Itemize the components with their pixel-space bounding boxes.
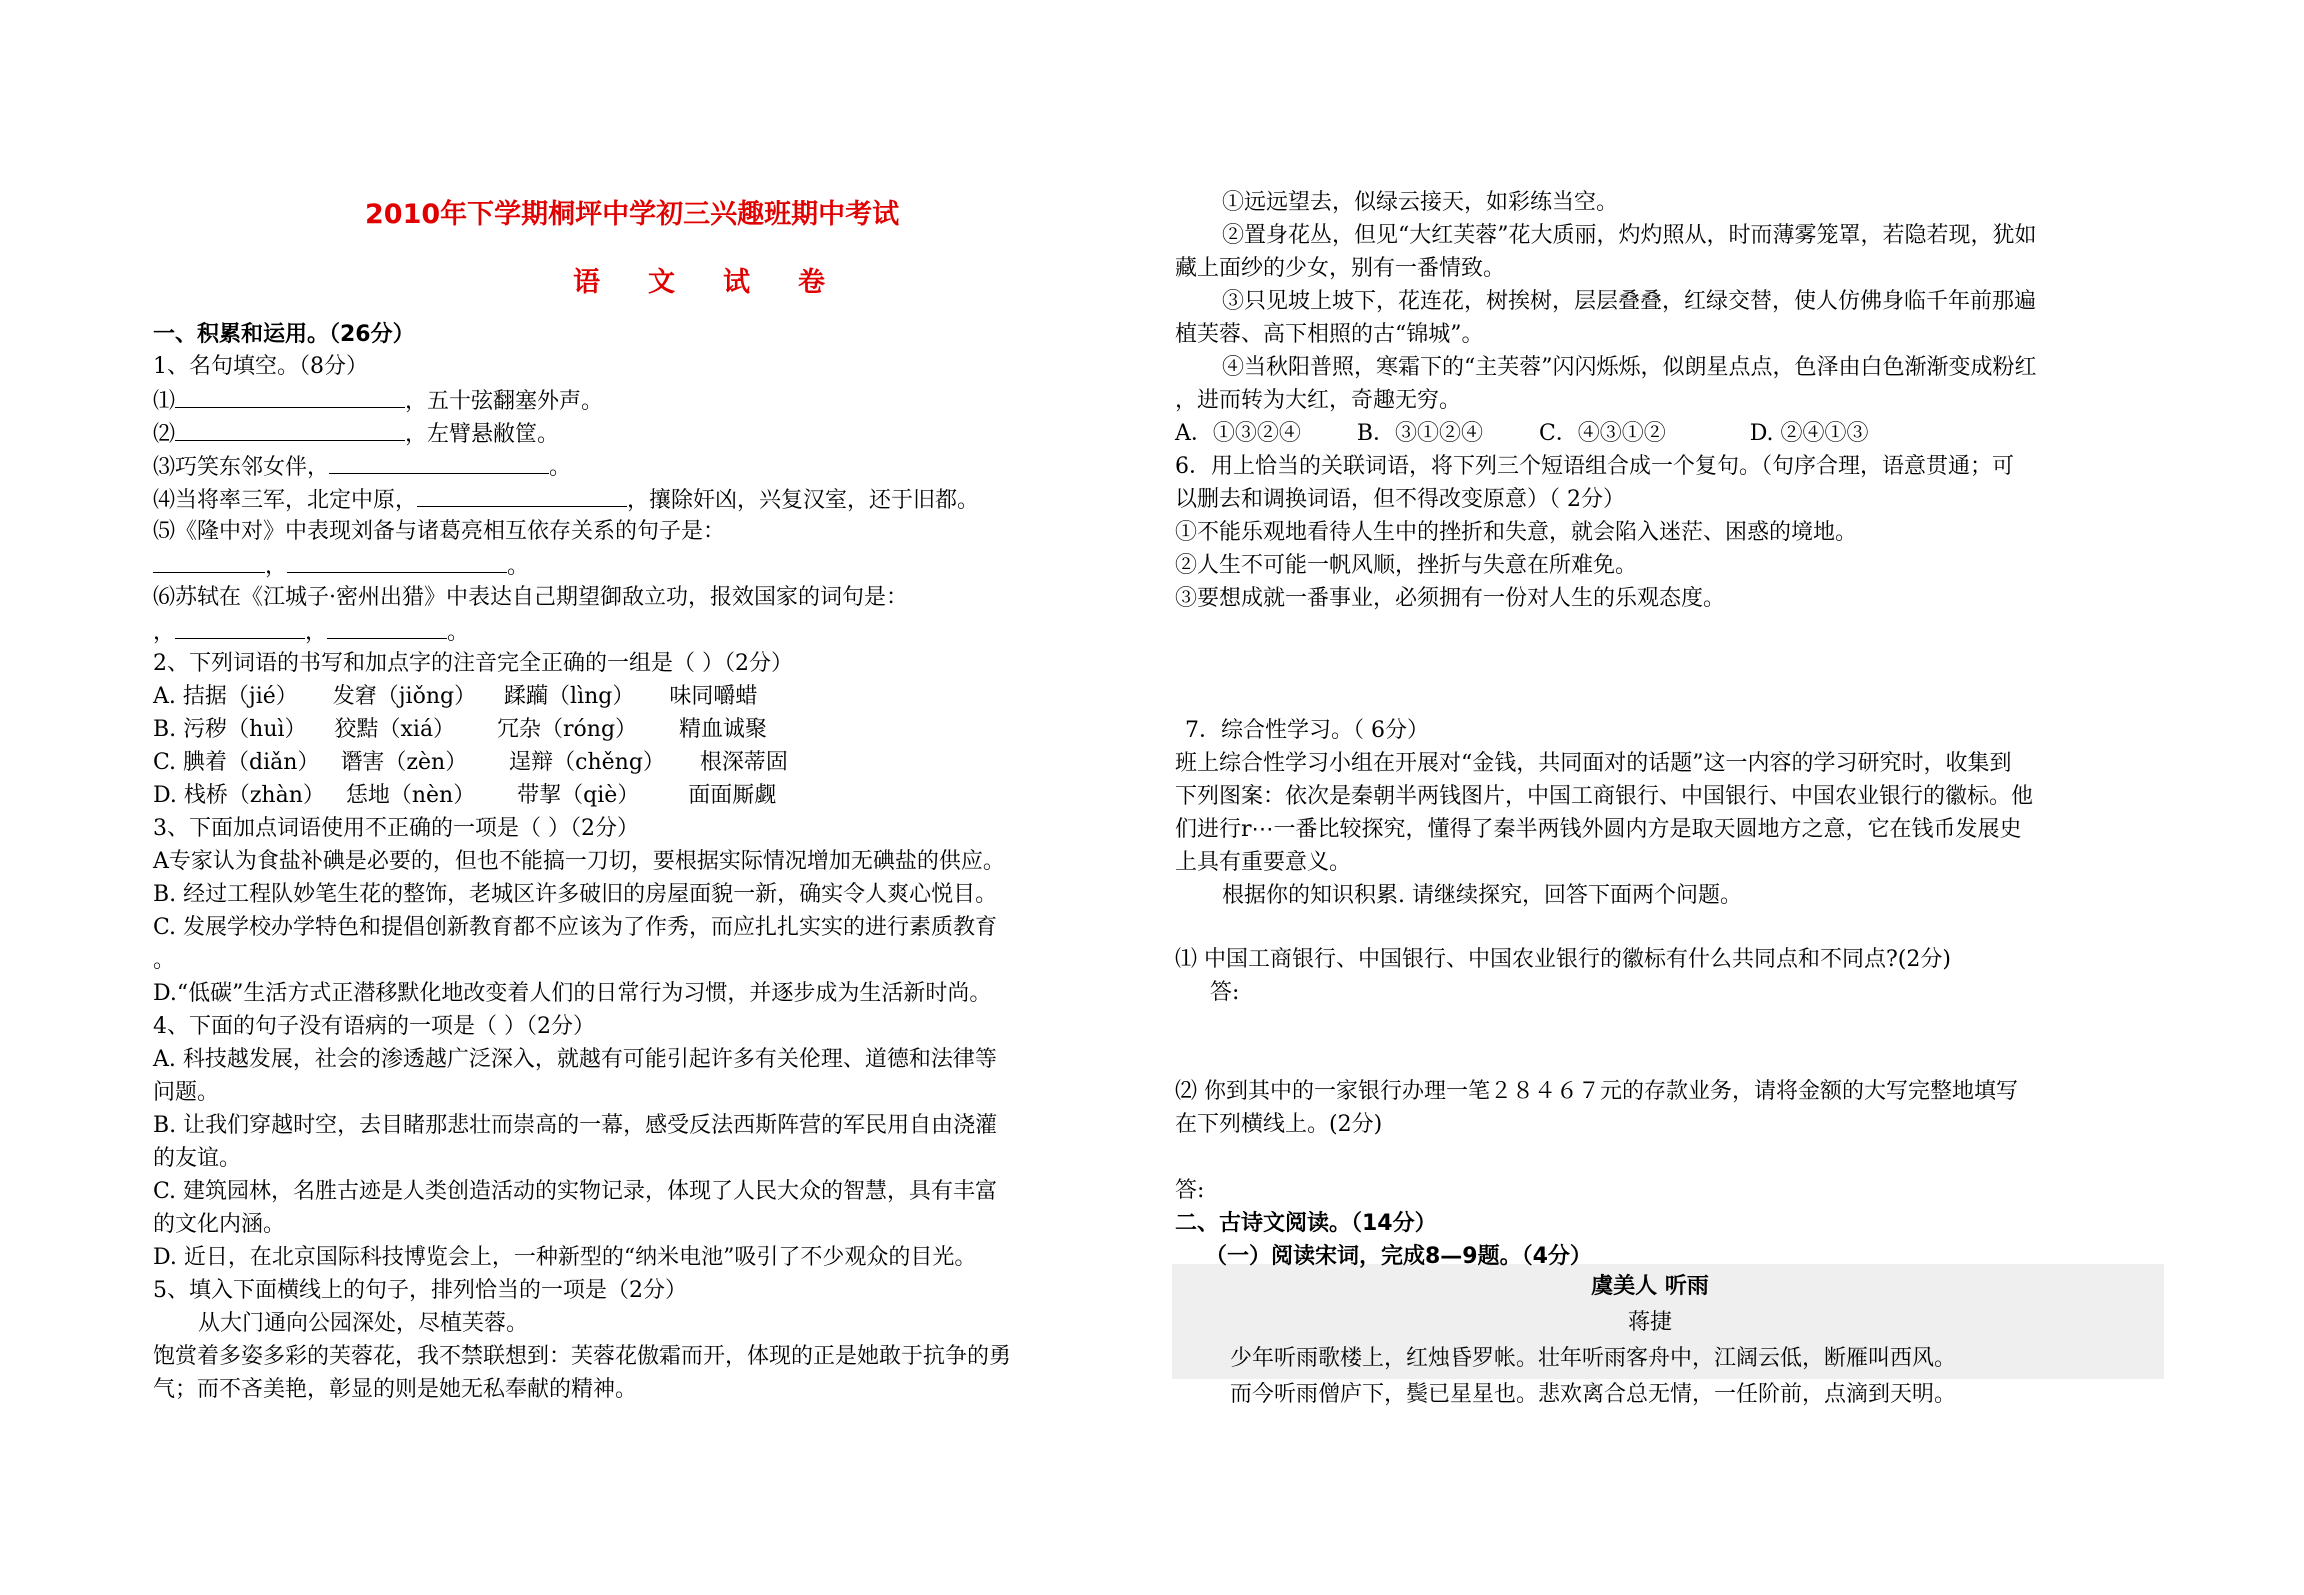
answer-blank[interactable]	[287, 550, 507, 573]
q2-option-c: C. 腆着（diǎn） 谮害（zèn） 逞辩（chěng） 根深蒂固	[153, 750, 788, 775]
q1-line-2	[153, 418, 559, 450]
q4-option-d: D. 近日，在北京国际科技博览会上，一种新型的“纳米电池”吸引了不少观众的目光。	[153, 1245, 977, 1270]
q2-option-b: B. 污秽（huì） 狡黠（xiá） 冗杂（róng） 精血诚聚	[153, 717, 767, 742]
q4-option-b: B. 让我们穿越时空，去目睹那悲壮而崇高的一幕，感受反法西斯阵营的军民用自由浇灌	[153, 1113, 998, 1138]
q4-option-b-cont: 的友谊。	[153, 1146, 242, 1171]
q1-l6b-end: 。	[447, 620, 470, 645]
q7-passage-3: 们进行r⋯一番比较探究，懂得了秦半两钱外圆内方是取天圆地方之意，它在钱币发展史	[1175, 817, 2022, 842]
q5-option-4: ④当秋阳普照，寒霜下的“主芙蓉”闪闪烁烁，似朗星点点，色泽由白色渐渐变成粉红	[1222, 355, 2037, 380]
q5-choices: A．①③②④ B．③①②④ C．④③①② D. ②④①③	[1175, 421, 1869, 446]
answer-blank[interactable]	[153, 550, 265, 573]
q1-l2-num: ⑵	[153, 422, 176, 447]
q1-l3-tail: 。	[549, 455, 572, 480]
q1-line-3	[153, 451, 571, 483]
q3-option-c-cont: 。	[153, 948, 176, 973]
page-title: 2010年下学期桐坪中学初三兴趣班期中考试	[365, 199, 900, 230]
q7-passage-2: 下列图案：依次是秦朝半两钱图片，中国工商银行、中国银行、中国农业银行的徽标。他	[1175, 784, 2034, 809]
section-heading-2: 二、古诗文阅读。（14分）	[1175, 1211, 1437, 1236]
page-subtitle: 语文试卷	[573, 267, 873, 298]
q1-l5b-end: 。	[507, 554, 530, 579]
q3-option-d: D.“低碳”生活方式正潜移默化地改变着人们的日常行为习惯，并逐步成为生活新时尚。	[153, 981, 992, 1006]
q6-stem-cont: 以删去和调换词语，但不得改变原意）（ 2分）	[1175, 487, 1625, 512]
q1-l1-num: ⑴	[153, 389, 176, 414]
q1-l4-head: ⑷当将率三军，北定中原，	[153, 488, 418, 513]
answer-blank[interactable]	[327, 616, 447, 639]
answer-blank[interactable]	[417, 484, 627, 507]
q2-option-a: A. 拮据（jié） 发窘（jiǒng） 蹂躏（lìng） 味同嚼蜡	[153, 684, 758, 709]
q7-passage-4: 上具有重要意义。	[1175, 850, 1352, 875]
q1-line-5: ⑸《隆中对》中表现刘备与诸葛亮相互依存关系的句子是：	[153, 519, 726, 544]
q5-option-1: ①远远望去，似绿云接天，如彩练当空。	[1222, 190, 1619, 215]
q1-l6b-sep: ，	[305, 620, 328, 645]
q1-line-1	[153, 385, 603, 417]
answer-blank[interactable]	[175, 418, 405, 441]
q4-option-c: C. 建筑园林，名胜古迹是人类创造活动的实物记录，体现了人民大众的智慧，具有丰富	[153, 1179, 998, 1204]
q7-sub-2: ⑵ 你到其中的一家银行办理一笔２８４６７元的存款业务，请将金额的大写完整地填写	[1175, 1079, 2018, 1104]
q6-item-2: ②人生不可能一帆风顺，挫折与失意在所难免。	[1175, 553, 1638, 578]
q7-sub-2-cont: 在下列横线上。(2分)	[1175, 1112, 1383, 1137]
q1-line-4	[153, 484, 979, 516]
q6-stem: 6．用上恰当的关联词语，将下列三个短语组合成一个复句。（句序合理，语意贯通；可	[1175, 454, 2014, 479]
poem-title: 虞美人 听雨	[1591, 1274, 1709, 1299]
q1-l1-tail: ，五十弦翻塞外声。	[405, 389, 604, 414]
q2-option-d: D. 栈桥（zhàn） 恁地（nèn） 带挈（qiè） 面面厮觑	[153, 783, 777, 808]
q1-l2-tail: ，左臂悬敝筐。	[405, 422, 560, 447]
q5-option-3-cont: 植芙蓉、高下相照的古“锦城”。	[1175, 322, 1484, 347]
q6-item-1: ①不能乐观地看待人生中的挫折和失意，就会陷入迷茫、困惑的境地。	[1175, 520, 1858, 545]
q5-option-4-cont: ，进而转为大红，奇趣无穷。	[1175, 388, 1462, 413]
q1-line-6b	[153, 616, 469, 648]
section-heading-1: 一、积累和运用。（26分）	[153, 322, 415, 347]
q2-stem: 2、下列词语的书写和加点字的注音完全正确的一组是（ ）（2分）	[153, 651, 793, 676]
q6-item-3: ③要想成就一番事业，必须拥有一份对人生的乐观态度。	[1175, 586, 1726, 611]
q4-option-c-cont: 的文化内涵。	[153, 1212, 286, 1237]
q1-l5b-sep: ，	[265, 554, 288, 579]
q3-option-c: C. 发展学校办学特色和提倡创新教育都不应该为了作秀，而应扎扎实实的进行素质教育	[153, 915, 998, 940]
q3-option-a: A专家认为食盐补碘是必要的，但也不能搞一刀切，要根据实际情况增加无碘盐的供应。	[153, 849, 1005, 874]
q5-option-2: ②置身花丛，但见“大红芙蓉”花大质丽，灼灼照从，时而薄雾笼罩，若隐若现，犹如	[1222, 223, 2037, 248]
q5-option-3: ③只见坡上坡下，花连花，树挨树，层层叠叠，红绿交替，使人仿佛身临千年前那遍	[1222, 289, 2037, 314]
q7-sub-1: ⑴ 中国工商银行、中国银行、中国农业银行的徽标有什么共同点和不同点?(2分)	[1175, 947, 1951, 972]
q4-stem: 4、下面的句子没有语病的一项是（ ）（2分）	[153, 1014, 595, 1039]
q7-passage-1: 班上综合性学习小组在开展对“金钱，共同面对的话题”这一内容的学习研究时，收集到	[1175, 751, 2012, 776]
q4-option-a: A. 科技越发展，社会的渗透越广泛深入，就越有可能引起许多有关伦理、道德和法律等	[153, 1047, 997, 1072]
q5-passage-1: 从大门通向公园深处，尽植芙蓉。	[198, 1311, 529, 1336]
q7-sub-1-answer[interactable]: 答:	[1210, 980, 1240, 1005]
q5-passage-3: 气；而不吝美艳，彰显的则是她无私奉献的精神。	[153, 1377, 638, 1402]
poem-line-1: 少年听雨歌楼上，红烛昏罗帐。壮年听雨客舟中，江阔云低，断雁叫西风。	[1230, 1346, 1957, 1371]
q1-stem: 1、名句填空。（8分）	[153, 354, 368, 379]
answer-blank[interactable]	[175, 385, 405, 408]
q1-line-5b	[153, 550, 529, 582]
q1-l3-head: ⑶巧笑东邻女伴，	[153, 455, 330, 480]
answer-blank[interactable]	[175, 616, 305, 639]
q1-l6b-start: ，	[153, 620, 176, 645]
q3-option-b: B. 经过工程队妙笔生花的整饰，老城区许多破旧的房屋面貌一新，确实令人爽心悦目。	[153, 882, 998, 907]
q3-stem: 3、下面加点词语使用不正确的一项是（ ）（2分）	[153, 816, 639, 841]
answer-blank[interactable]	[329, 451, 549, 474]
q1-l4-tail: ，攘除奸凶，兴复汉室，还于旧都。	[627, 488, 980, 513]
poem-author: 蒋捷	[1627, 1310, 1672, 1335]
q7-stem: 7．综合性学习。（ 6分）	[1185, 718, 1429, 743]
q5-passage-2: 饱赏着多姿多彩的芙蓉花，我不禁联想到：芙蓉花傲霜而开，体现的正是她敢于抗争的勇	[153, 1344, 1012, 1369]
q1-line-6: ⑹苏轼在《江城子·密州出猎》中表达自己期望御敌立功，报效国家的词句是：	[153, 585, 908, 610]
q4-option-a-cont: 问题。	[153, 1080, 220, 1105]
q5-stem: 5、填入下面横线上的句子，排列恰当的一项是（2分）	[153, 1278, 687, 1303]
q7-sub-2-answer[interactable]: 答:	[1175, 1178, 1205, 1203]
poem-line-2: 而今听雨僧庐下，鬓已星星也。悲欢离合总无情，一任阶前，点滴到天明。	[1230, 1382, 1957, 1407]
q5-option-2-cont: 藏上面纱的少女，别有一番情致。	[1175, 256, 1506, 281]
q7-passage-5: 根据你的知识积累. 请继续探究，回答下面两个问题。	[1222, 883, 1742, 908]
section-sub-heading: （一）阅读宋词，完成8—9题。（4分）	[1205, 1244, 1592, 1269]
